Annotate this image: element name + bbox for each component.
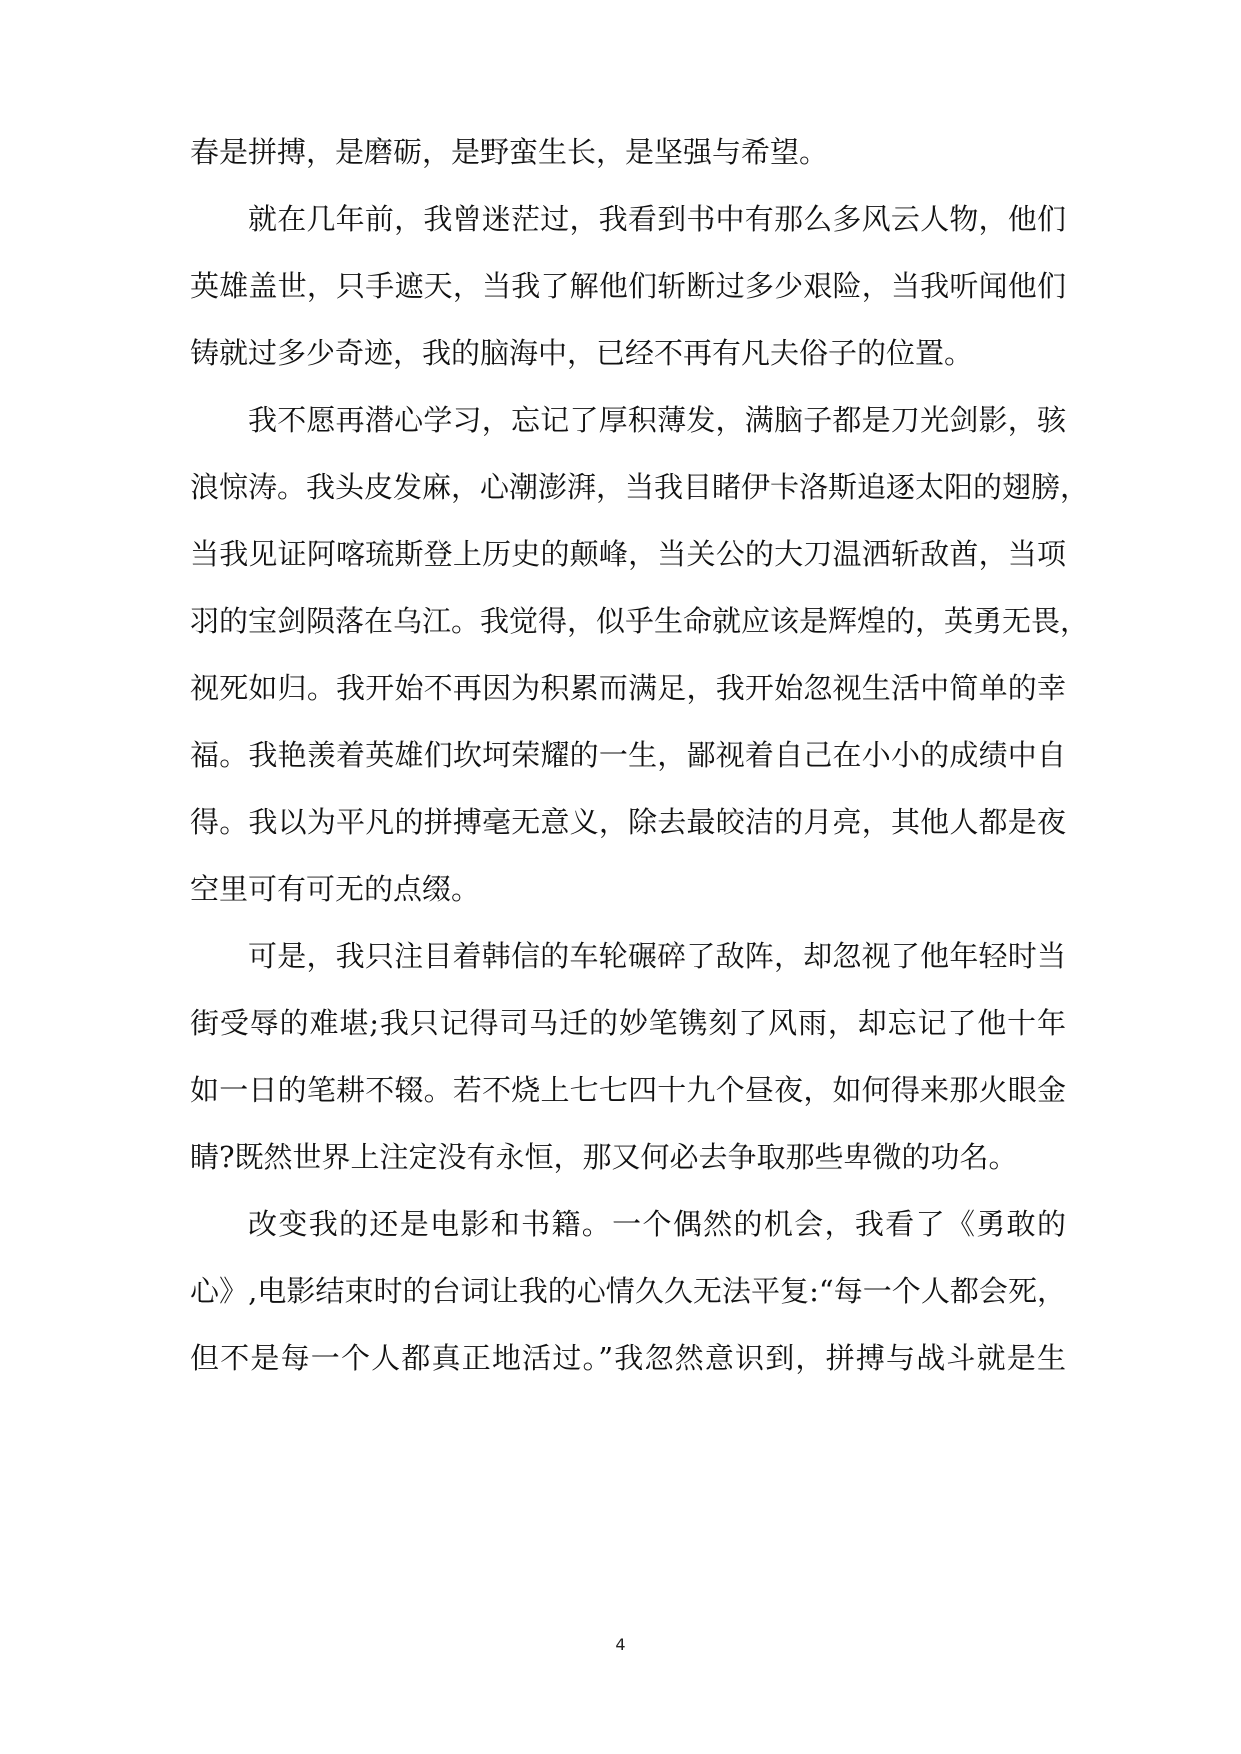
text-line-16: 睛?既然世界上注定没有永恒，那又何必去争取那些卑微的功名。 — [190, 1140, 1018, 1174]
text-line-18: 心》,电影结束时的台词让我的心情久久无法平复:“每一个人都会死， — [190, 1274, 1066, 1308]
text-line-12: 空里可有可无的点缀。 — [190, 872, 481, 906]
text-line-19: 但不是每一个人都真正地活过。”我忽然意识到，拼搏与战斗就是生 — [190, 1341, 1066, 1375]
text-line-5: 我不愿再潜心学习，忘记了厚积薄发，满脑子都是刀光剑影，骇 — [248, 403, 1066, 437]
text-line-1: 春是拼搏，是磨砺，是野蛮生长，是坚强与希望。 — [190, 135, 829, 169]
text-line-13: 可是，我只注目着韩信的车轮碾碎了敌阵，却忽视了他年轻时当 — [248, 939, 1066, 973]
page-number: 4 — [615, 1635, 626, 1654]
text-line-10: 福。我艳羡着英雄们坎坷荣耀的一生，鄙视着自己在小小的成绩中自 — [190, 738, 1066, 772]
text-line-11: 得。我以为平凡的拼搏毫无意义，除去最皎洁的月亮，其他人都是夜 — [190, 805, 1066, 839]
text-line-3: 英雄盖世，只手遮天，当我了解他们斩断过多少艰险，当我听闻他们 — [190, 269, 1066, 303]
text-line-9: 视死如归。我开始不再因为积累而满足，我开始忽视生活中简单的幸 — [190, 671, 1066, 705]
text-line-2: 就在几年前，我曾迷茫过，我看到书中有那么多风云人物，他们 — [248, 202, 1066, 236]
text-line-8: 羽的宝剑陨落在乌江。我觉得，似乎生命就应该是辉煌的，英勇无畏， — [190, 604, 1090, 638]
text-line-17: 改变我的还是电影和书籍。一个偶然的机会，我看了《勇敢的 — [248, 1207, 1066, 1241]
text-line-4: 铸就过多少奇迹，我的脑海中，已经不再有凡夫俗子的位置。 — [190, 336, 974, 370]
text-line-14: 街受辱的难堪;我只记得司马迁的妙笔镌刻了风雨，却忘记了他十年 — [190, 1006, 1066, 1040]
text-line-15: 如一日的笔耕不辍。若不烧上七七四十九个昼夜，如何得来那火眼金 — [190, 1073, 1066, 1107]
text-line-7: 当我见证阿喀琉斯登上历史的颠峰，当关公的大刀温洒斩敌酋，当项 — [190, 537, 1066, 571]
text-line-6: 浪惊涛。我头皮发麻，心潮澎湃，当我目睹伊卡洛斯追逐太阳的翅膀， — [190, 470, 1090, 504]
